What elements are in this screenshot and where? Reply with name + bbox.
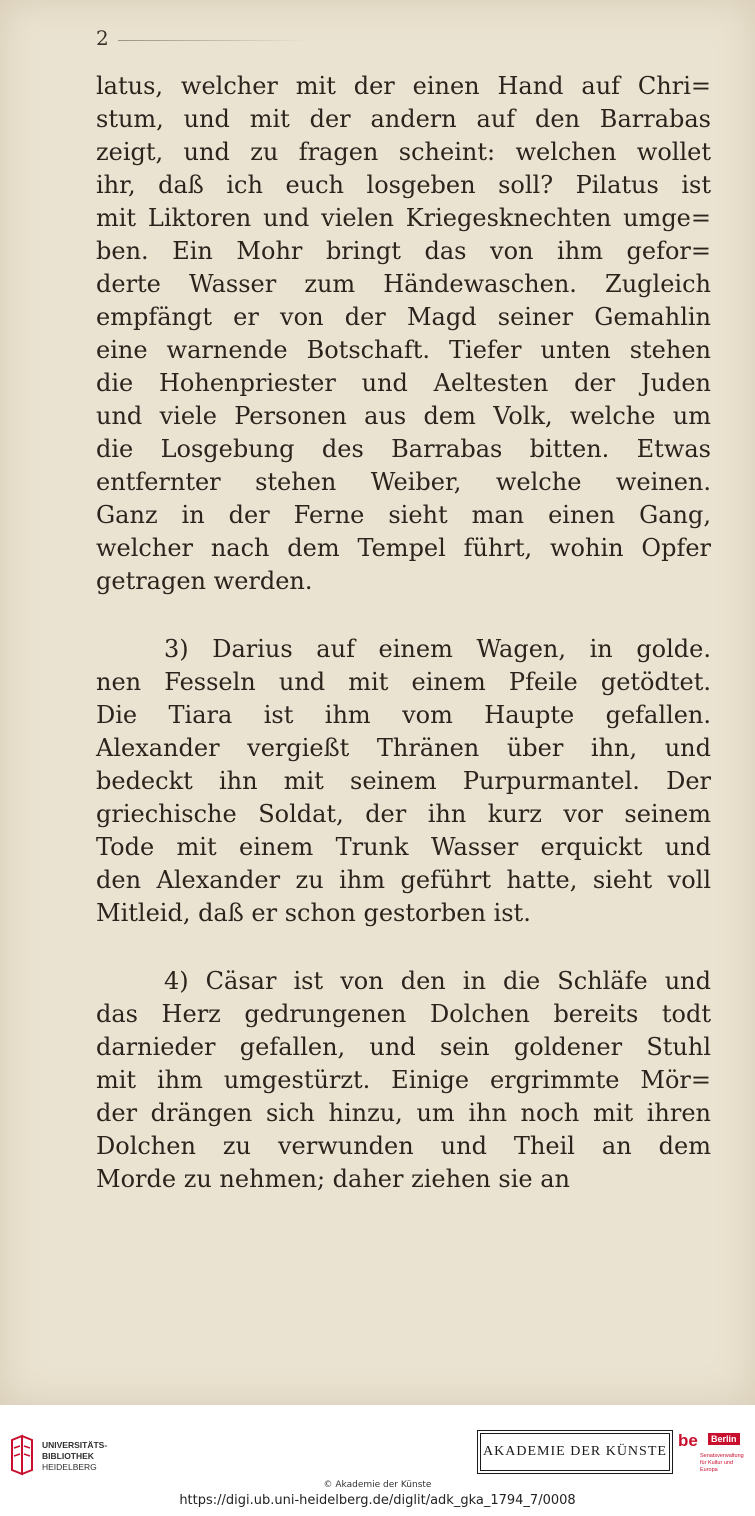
header-rule — [118, 40, 308, 41]
text-line: die Hohenpriester und Aeltesten der Juden — [96, 369, 711, 397]
source-url-link[interactable]: https://digi.ub.uni-heidelberg.de/diglit/adk_gka_1794_7/0008 — [179, 1493, 576, 1508]
paragraph-darius — [96, 633, 711, 930]
text-line: Dolchen zu verwunden und Theil an dem — [96, 1132, 711, 1160]
text-line: Die Tiara ist ihm vom Haupte gefallen. — [96, 701, 711, 729]
text-line: empfängt er von der Magd seiner Gemahlin — [96, 303, 711, 331]
text-line: Ganz in der Ferne sieht man einen Gang, — [96, 501, 711, 529]
berlin-senate-logo[interactable] — [678, 1431, 750, 1481]
text-line: ihr, daß ich euch losgeben soll? Pilatus ist — [96, 171, 711, 199]
text-line: und viele Personen aus dem Volk, welche um — [96, 402, 711, 430]
text-line: eine warnende Botschaft. Tiefer unten stehen — [96, 336, 711, 364]
text-line: Tode mit einem Trunk Wasser erquickt und — [96, 833, 711, 861]
berlin-logo-tag: Berlin — [708, 1433, 740, 1445]
text-line: den Alexander zu ihm geführt hatte, sieht voll — [96, 866, 711, 894]
ub-logo-line3: HEIDELBERG — [42, 1461, 97, 1472]
ub-emblem-icon — [8, 1434, 36, 1478]
text-line: stum, und mit der andern auf den Barrabas — [96, 105, 711, 133]
berlin-logo-subtitle: Senatsverwaltung für Kultur und Europa — [700, 1453, 744, 1473]
text-line: bedeckt ihn mit seinem Purpurmantel. Der — [96, 767, 711, 795]
text-line: die Losgebung des Barrabas bitten. Etwas — [96, 435, 711, 463]
text-line: zeigt, und zu fragen scheint: welchen wollet — [96, 138, 711, 166]
text-line: 3) Darius auf einem Wagen, in golde. — [164, 635, 711, 663]
text-line: das Herz gedrungenen Dolchen bereits todt — [96, 1000, 711, 1028]
adk-logo[interactable]: AKADEMIE DER KÜNSTE — [480, 1433, 670, 1471]
paragraph-caesar — [96, 965, 711, 1196]
text-line: Morde zu nehmen; daher ziehen sie an — [96, 1165, 570, 1193]
text-line: 4) Cäsar ist von den in die Schläfe und — [164, 967, 711, 995]
text-line: welcher nach dem Tempel führt, wohin Opfer — [96, 534, 711, 562]
text-line: der drängen sich hinzu, um ihn noch mit ihren — [96, 1099, 711, 1127]
text-line: entfernter stehen Weiber, welche weinen. — [96, 468, 711, 496]
text-line: derte Wasser zum Händewaschen. Zugleich — [96, 270, 711, 298]
text-line: latus, welcher mit der einen Hand auf Chri= — [96, 72, 711, 100]
text-line: griechische Soldat, der ihn kurz vor seinem — [96, 800, 711, 828]
ub-logo-line2: BIBLIOTHEK — [42, 1450, 94, 1461]
paragraph-pilatus — [96, 70, 711, 598]
page-number: 2 — [96, 26, 110, 50]
text-line: darnieder gefallen, und sein goldener Stuhl — [96, 1033, 711, 1061]
text-line: Alexander vergießt Thränen über ihn, und — [96, 734, 711, 762]
page-text — [96, 70, 711, 1196]
ub-heidelberg-logo[interactable] — [8, 1431, 118, 1481]
text-line: mit ihm umgestürzt. Einige ergrimmte Mör= — [96, 1066, 711, 1094]
text-line: getragen werden. — [96, 567, 313, 595]
text-line: ben. Ein Mohr bringt das von ihm gefor= — [96, 237, 711, 265]
text-line: Mitleid, daß er schon gestorben ist. — [96, 899, 531, 927]
ub-logo-line1: UNIVERSITÄTS- — [42, 1439, 108, 1450]
berlin-logo-prefix: be — [678, 1431, 698, 1450]
text-line: nen Fesseln und mit einem Pfeile getödtet. — [96, 668, 711, 696]
copyright-notice: © Akademie der Künste — [323, 1480, 432, 1490]
text-line: mit Liktoren und vielen Kriegesknechten umge= — [96, 204, 711, 232]
